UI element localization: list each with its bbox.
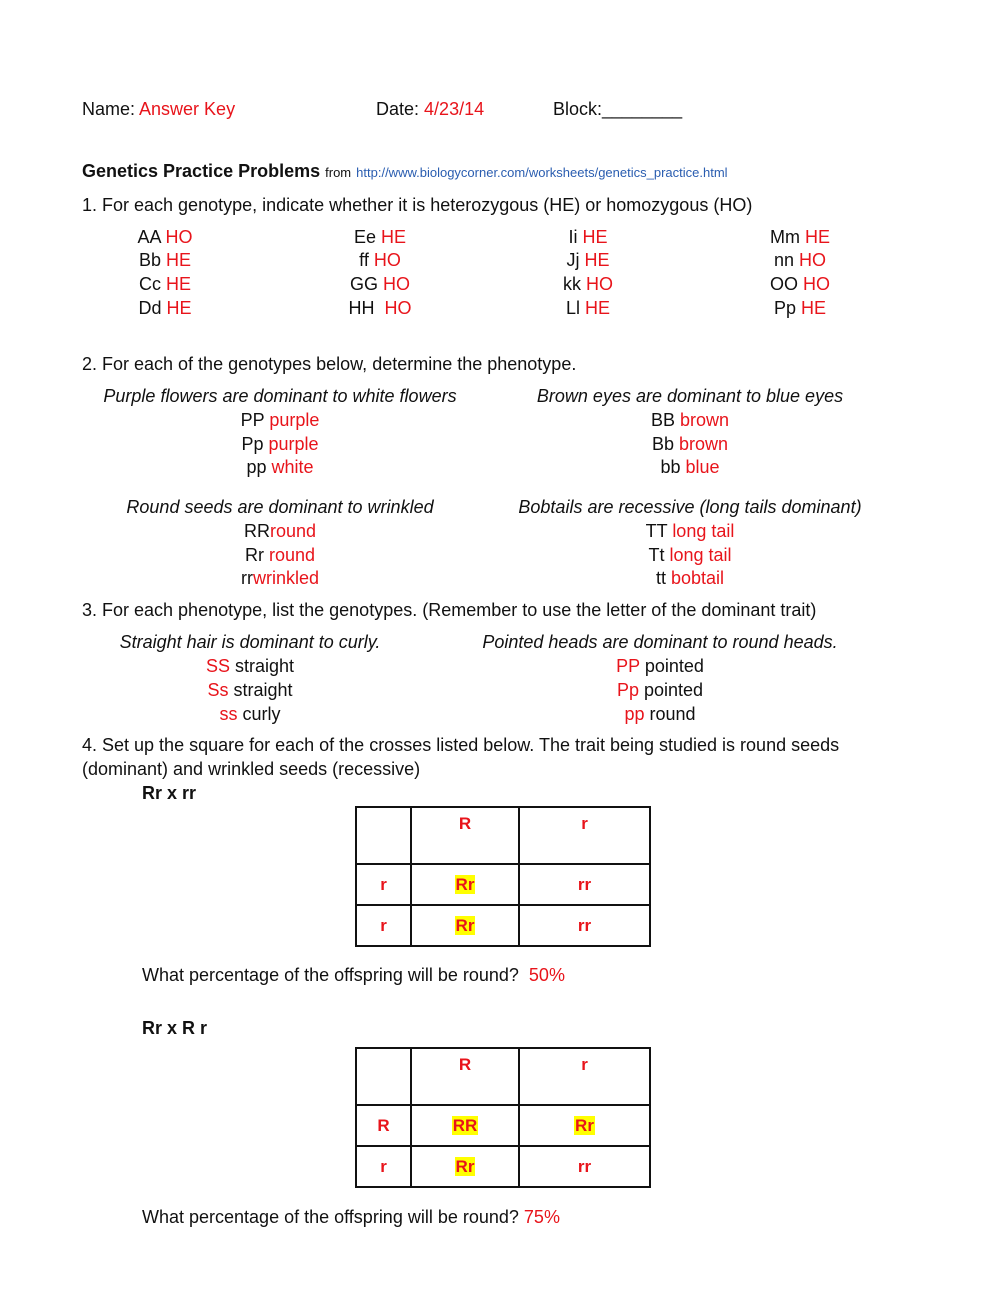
name-field bbox=[82, 98, 235, 120]
q2-row bbox=[130, 520, 430, 542]
cross-label: Rr x R r bbox=[142, 1018, 208, 1038]
punnett-offspring-cell bbox=[411, 905, 519, 946]
q1-answer: HO bbox=[799, 250, 827, 270]
punnett-square bbox=[355, 1047, 651, 1188]
q1-answer: HO bbox=[373, 250, 401, 270]
name-label: Name: bbox=[82, 99, 136, 119]
cross-question bbox=[142, 964, 565, 986]
question-answer: 50% bbox=[528, 965, 565, 985]
q2-phenotype-answer: round bbox=[269, 521, 317, 541]
q3-phenotype: round bbox=[649, 704, 696, 724]
q1-answer: HE bbox=[805, 227, 831, 247]
q2-genotype: Rr bbox=[244, 545, 264, 565]
q1-answer: HE bbox=[166, 274, 192, 294]
q1-genotype: HH bbox=[348, 298, 380, 318]
q1-answer: HE bbox=[166, 250, 192, 270]
q1-answer: HO bbox=[586, 274, 613, 294]
q1-genotype: AA bbox=[137, 227, 161, 247]
question-answer: 75% bbox=[523, 1207, 560, 1227]
punnett-offspring-cell bbox=[411, 1105, 519, 1146]
q1-genotype: Jj bbox=[566, 250, 580, 270]
q2-phenotype-answer: purple bbox=[269, 410, 320, 430]
q2-genotype: TT bbox=[645, 521, 668, 541]
q2-row bbox=[130, 567, 430, 589]
q1-genotype: Cc bbox=[138, 274, 161, 294]
offspring-genotype: rr bbox=[577, 1156, 592, 1176]
q1-answer: HO bbox=[384, 298, 412, 318]
q1-answer: HO bbox=[383, 274, 411, 294]
q1-genotype: Ii bbox=[568, 227, 578, 247]
q3-row bbox=[510, 703, 810, 725]
q2-phenotype-answer: round bbox=[268, 545, 316, 565]
date-value: 4/23/14 bbox=[424, 99, 485, 119]
q2-genotype: pp bbox=[246, 457, 267, 477]
punnett-row bbox=[356, 864, 650, 905]
punnett-offspring-cell bbox=[519, 864, 650, 905]
q3-phenotype: pointed bbox=[643, 680, 704, 700]
punnett-parent-allele bbox=[356, 905, 411, 946]
allele-label: r bbox=[581, 1054, 588, 1074]
q3-group-heading: Pointed heads are dominant to round heads. bbox=[482, 632, 838, 652]
allele-label: R bbox=[377, 1115, 390, 1135]
allele-label: r bbox=[581, 813, 588, 833]
cross-label: Rr x rr bbox=[142, 783, 197, 803]
q1-genotype: Ll bbox=[565, 298, 580, 318]
punnett-parent-allele bbox=[356, 1146, 411, 1187]
q1-item bbox=[528, 249, 648, 271]
q4-prompt-line1: 4. Set up the square for each of the crosses listed below. The trait being studied is round seeds bbox=[82, 735, 840, 755]
q2-row bbox=[540, 520, 840, 542]
offspring-genotype: RR bbox=[452, 1115, 478, 1135]
q1-genotype: Pp bbox=[773, 298, 796, 318]
q2-genotype: rr bbox=[240, 568, 253, 588]
q1-item bbox=[320, 297, 440, 319]
q1-item bbox=[740, 297, 860, 319]
q1-genotype: OO bbox=[769, 274, 798, 294]
punnett-row bbox=[356, 1105, 650, 1146]
q2-genotype: Pp bbox=[241, 434, 264, 454]
q2-genotype: RR bbox=[243, 521, 270, 541]
allele-label: r bbox=[380, 1156, 387, 1176]
question-text: What percentage of the offspring will be round? bbox=[142, 965, 519, 985]
question-text: What percentage of the offspring will be round? bbox=[142, 1207, 519, 1227]
offspring-genotype: rr bbox=[577, 874, 592, 894]
q2-phenotype-answer: purple bbox=[268, 434, 319, 454]
q2-prompt: 2. For each of the genotypes below, determine the phenotype. bbox=[82, 354, 577, 374]
q2-group-heading: Brown eyes are dominant to blue eyes bbox=[536, 386, 844, 406]
q1-item bbox=[320, 249, 440, 271]
q1-genotype: kk bbox=[562, 274, 581, 294]
q1-genotype: ff bbox=[359, 250, 369, 270]
q2-genotype: Tt bbox=[648, 545, 665, 565]
offspring-genotype: Rr bbox=[455, 915, 475, 935]
q1-answer: HE bbox=[585, 298, 611, 318]
q2-genotype: tt bbox=[655, 568, 666, 588]
q2-phenotype-answer: brown bbox=[679, 434, 729, 454]
q2-row bbox=[130, 544, 430, 566]
q1-item bbox=[740, 273, 860, 295]
allele-label: R bbox=[458, 1054, 472, 1074]
q1-genotype: Bb bbox=[138, 250, 161, 270]
offspring-genotype: Rr bbox=[455, 1156, 475, 1176]
q2-row bbox=[130, 409, 430, 431]
page-title bbox=[82, 160, 728, 184]
q2-group-heading: Round seeds are dominant to wrinkled bbox=[126, 497, 434, 517]
punnett-parent-allele bbox=[356, 864, 411, 905]
punnett-corner-cell bbox=[356, 1048, 411, 1105]
q1-answer: HE bbox=[166, 298, 192, 318]
q3-genotype-answer: ss bbox=[219, 704, 238, 724]
q2-phenotype-answer: bobtail bbox=[670, 568, 725, 588]
punnett-parent-allele bbox=[411, 1048, 519, 1105]
block-field: Block:________ bbox=[553, 99, 683, 119]
allele-label: r bbox=[380, 874, 387, 894]
q3-phenotype: straight bbox=[235, 656, 295, 676]
q2-genotype: Bb bbox=[651, 434, 674, 454]
q1-answer: HO bbox=[803, 274, 831, 294]
name-value: Answer Key bbox=[139, 99, 236, 119]
q1-genotype: Mm bbox=[769, 227, 800, 247]
q1-answer: HE bbox=[584, 250, 610, 270]
q1-item bbox=[740, 249, 860, 271]
q1-item bbox=[320, 273, 440, 295]
q2-genotype: PP bbox=[240, 410, 265, 430]
punnett-square bbox=[355, 806, 651, 947]
q1-answer: HE bbox=[582, 227, 608, 247]
offspring-genotype: rr bbox=[577, 915, 592, 935]
q3-genotype-answer: SS bbox=[205, 656, 230, 676]
title-text: Genetics Practice Problems bbox=[82, 161, 321, 181]
q3-phenotype: straight bbox=[233, 680, 293, 700]
q3-genotype-answer: pp bbox=[624, 704, 645, 724]
date-label: Date: bbox=[376, 99, 420, 119]
offspring-genotype: Rr bbox=[455, 874, 475, 894]
q1-item bbox=[320, 226, 440, 248]
punnett-row bbox=[356, 1146, 650, 1187]
date-field bbox=[376, 98, 484, 120]
q4-prompt-line2: (dominant) and wrinkled seeds (recessive) bbox=[82, 759, 421, 779]
punnett-corner-cell bbox=[356, 807, 411, 864]
q2-phenotype-answer: long tail bbox=[672, 521, 735, 541]
q3-genotype-answer: PP bbox=[616, 656, 640, 676]
q1-genotype: Dd bbox=[138, 298, 162, 318]
cross-question bbox=[142, 1206, 560, 1228]
q2-row bbox=[130, 456, 430, 478]
punnett-parent-allele bbox=[519, 1048, 650, 1105]
allele-label: R bbox=[458, 813, 472, 833]
q2-row bbox=[540, 567, 840, 589]
q3-phenotype: pointed bbox=[644, 656, 704, 676]
q2-row bbox=[130, 433, 430, 455]
punnett-offspring-cell bbox=[519, 1146, 650, 1187]
q3-row bbox=[510, 655, 810, 677]
q2-phenotype-answer: wrinkled bbox=[252, 568, 320, 588]
q1-item bbox=[105, 297, 225, 319]
punnett-header-row bbox=[356, 1048, 650, 1105]
q1-genotype: GG bbox=[349, 274, 378, 294]
punnett-offspring-cell bbox=[411, 864, 519, 905]
q1-prompt: 1. For each genotype, indicate whether it is heterozygous (HE) or homozygous (HO) bbox=[82, 195, 753, 215]
q1-item bbox=[105, 273, 225, 295]
q1-item bbox=[528, 273, 648, 295]
punnett-parent-allele bbox=[411, 807, 519, 864]
q3-row bbox=[100, 655, 400, 677]
q2-phenotype-answer: blue bbox=[685, 457, 720, 477]
q1-genotype: nn bbox=[773, 250, 794, 270]
q1-item bbox=[528, 226, 648, 248]
q2-row bbox=[540, 456, 840, 478]
q3-row bbox=[510, 679, 810, 701]
q1-answer: HE bbox=[381, 227, 407, 247]
allele-label: r bbox=[380, 915, 387, 935]
q1-item bbox=[105, 249, 225, 271]
q2-row bbox=[540, 544, 840, 566]
q2-phenotype-answer: long tail bbox=[669, 545, 732, 565]
q2-row bbox=[540, 433, 840, 455]
q3-genotype-answer: Pp bbox=[616, 680, 639, 700]
punnett-offspring-cell bbox=[519, 1105, 650, 1146]
q2-row bbox=[540, 409, 840, 431]
punnett-row bbox=[356, 905, 650, 946]
q2-phenotype-answer: brown bbox=[680, 410, 730, 430]
title-from: from bbox=[325, 165, 352, 180]
q2-genotype: BB bbox=[650, 410, 675, 430]
q2-group-heading: Purple flowers are dominant to white flowers bbox=[103, 386, 457, 406]
q3-phenotype: curly bbox=[242, 704, 281, 724]
source-link[interactable]: http://www.biologycorner.com/worksheets/genetics_practice.html bbox=[356, 165, 728, 180]
q3-row bbox=[100, 679, 400, 701]
punnett-header-row bbox=[356, 807, 650, 864]
q1-answer: HO bbox=[165, 227, 193, 247]
q2-group-heading: Bobtails are recessive (long tails dominant) bbox=[518, 497, 862, 517]
q3-prompt: 3. For each phenotype, list the genotypes. (Remember to use the letter of the dominant trait) bbox=[82, 600, 817, 620]
punnett-offspring-cell bbox=[411, 1146, 519, 1187]
q1-item bbox=[740, 226, 860, 248]
q1-answer: HE bbox=[801, 298, 827, 318]
q3-row bbox=[100, 703, 400, 725]
q1-genotype: Ee bbox=[353, 227, 376, 247]
punnett-offspring-cell bbox=[519, 905, 650, 946]
q2-phenotype-answer: white bbox=[271, 457, 314, 477]
offspring-genotype: Rr bbox=[575, 1115, 594, 1135]
q1-item bbox=[528, 297, 648, 319]
q2-genotype: bb bbox=[660, 457, 681, 477]
q3-genotype-answer: Ss bbox=[207, 680, 229, 700]
q3-group-heading: Straight hair is dominant to curly. bbox=[119, 632, 381, 652]
q1-item bbox=[105, 226, 225, 248]
punnett-parent-allele bbox=[356, 1105, 411, 1146]
punnett-parent-allele bbox=[519, 807, 650, 864]
